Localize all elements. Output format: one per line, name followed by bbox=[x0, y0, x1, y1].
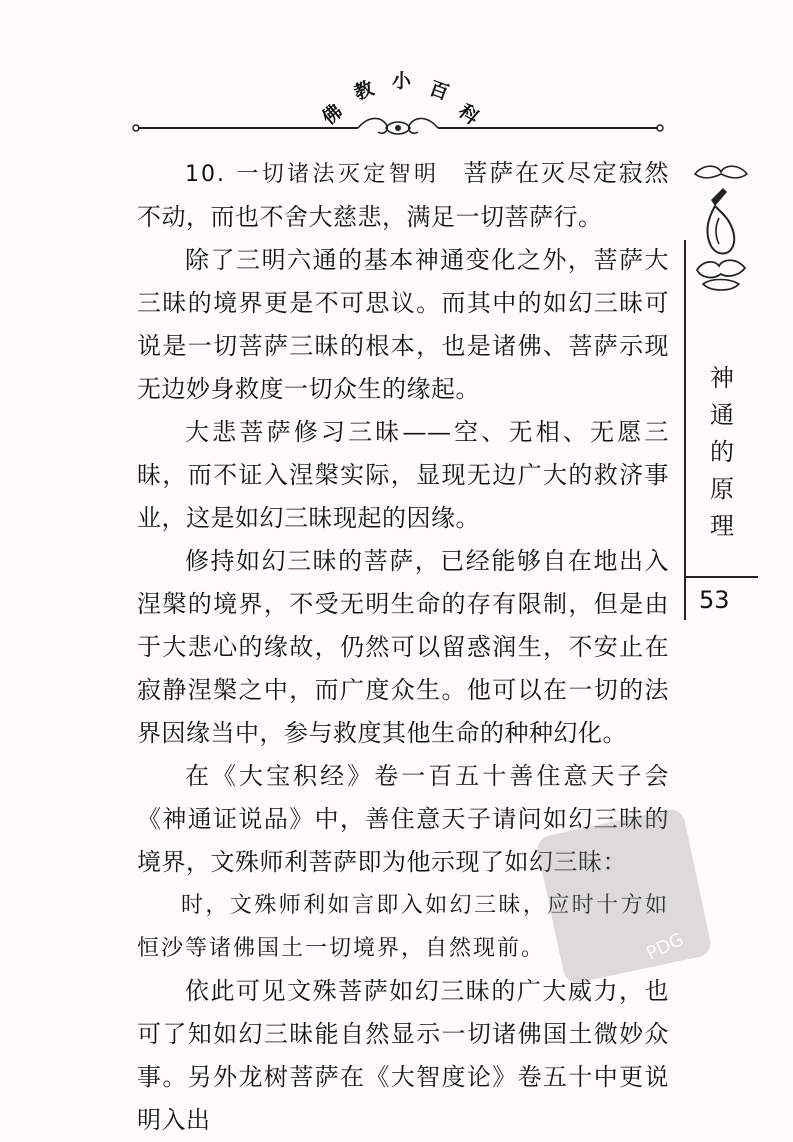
chapter-title-char-3: 的 bbox=[710, 438, 734, 466]
chapter-title-char-1: 神 bbox=[710, 364, 734, 392]
chapter-title-char-2: 通 bbox=[710, 401, 734, 429]
page-number-rule bbox=[684, 576, 758, 578]
chapter-title bbox=[702, 360, 742, 545]
paragraph-3: 大悲菩萨修习三昧——空、无相、无愿三昧，而不证入涅槃实际，显现无边广大的救济事业，这是如幻三昧现起的因缘。 bbox=[137, 418, 669, 532]
chapter-title-char-4: 原 bbox=[710, 475, 734, 503]
side-tab-divider bbox=[684, 240, 686, 620]
series-title-char-3: 小 bbox=[392, 70, 412, 92]
vajra-ornament-icon bbox=[689, 160, 753, 300]
paragraph-5: 在《大宝积经》卷一百五十善住意天子会《神通证说品》中，善住意天子请问如幻三昧的境界，文殊师利菩萨即为他示现了如幻三昧： bbox=[137, 762, 669, 876]
series-title-char-2: 教 bbox=[351, 77, 377, 105]
paragraph-2: 除了三明六通的基本神通变化之外，菩萨大三昧的境界更是不可思议。而其中的如幻三昧可说是一切菩萨三昧的根本，也是诸佛、菩萨示现无边妙身救度一切众生的缘起。 bbox=[137, 246, 669, 403]
paragraph-4: 修持如幻三昧的菩萨，已经能够自在地出入涅槃的境界，不受无明生命的存有限制，但是由于大悲心的缘故，仍然可以留惑润生，不安止在寂静涅槃之中，而广度众生。他可以在一切的法界因缘当中，参与救度其他生命的种种幻化。 bbox=[137, 547, 669, 747]
series-title-char-1: 佛 bbox=[318, 100, 347, 130]
pdg-watermark-stamp bbox=[530, 800, 730, 1000]
quoted-passage: 时，文殊师利如言即入如幻三昧，应时十方如恒沙等诸佛国土一切境界，自然现前。 bbox=[137, 893, 669, 961]
header-ornament-rule bbox=[128, 112, 668, 142]
paragraph-7: 依此可见文殊菩萨如幻三昧的广大威力，也可了知如幻三昧能自然显示一切诸佛国土微妙众事。另外龙树菩萨在《大智度论》卷五十中更说明入出 bbox=[137, 977, 669, 1134]
paragraph-1-text: 菩萨在灭尽定寂然不动，而也不舍大慈悲，满足一切菩萨行。 bbox=[137, 159, 670, 231]
section-heading: 10. 一切诸法灭定智明 bbox=[185, 162, 440, 187]
series-title-char-4: 百 bbox=[426, 77, 452, 105]
watermark-label: PDG bbox=[643, 929, 688, 965]
series-title-char-5: 科 bbox=[454, 100, 483, 130]
chapter-title-char-5: 理 bbox=[710, 512, 734, 540]
paragraph-1 bbox=[137, 152, 669, 239]
page-number: 53 bbox=[699, 586, 730, 614]
